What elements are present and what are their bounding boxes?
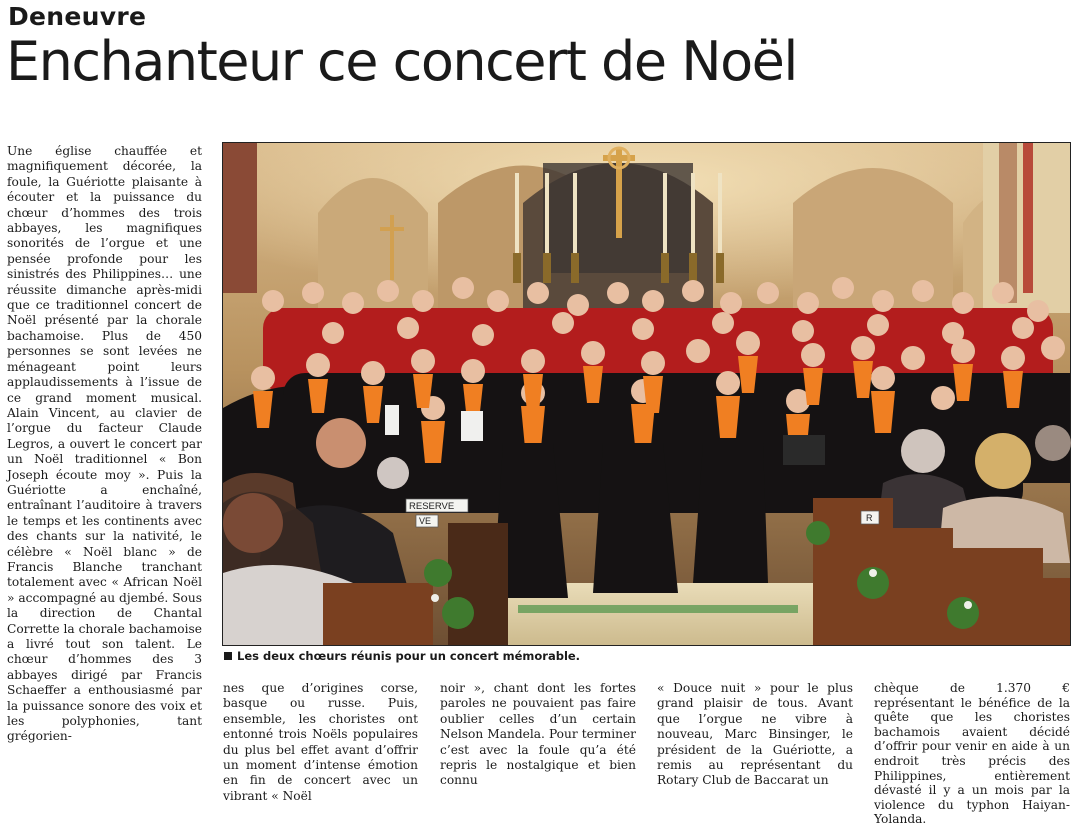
reserve-sign-2: VE (419, 516, 432, 526)
photo-caption (224, 649, 580, 663)
article-headline: Enchanteur ce concert de Noël (6, 30, 797, 93)
article-column-3: noir », chant dont les fortes paroles ne pouvaient pas faire oublier celles d’un certain Nelson Mandela. Pour terminer c’est avec la foule qu’a été repris le nostalgique et bien connu (440, 681, 636, 788)
article-column-1: Une église chauffée et magnifiquement décorée, la foule, la Guériotte plaisante à écouter et la puissance du chœur d’hommes des trois abbayes, les magnifiques sonorités de l’orgue et une pensée profonde pour les sinistrés des Philippines… une réussite dimanche après-midi que ce traditionnel concert de Noël présenté par la chorale bachamoise. Plus de 450 personnes se sont levées ne ménageant point leurs applaudissements à l’issue de ce grand moment musical. Alain Vincent, au clavier de l’orgue du facteur Claude Legros, a ouvert le concert par un Noël traditionnel « Bon Joseph écoute moy ». Puis la Guériotte a enchaîné, entraînant l’auditoire à travers le temps et les continents avec des chants sur la nativité, le célèbre « Noël blanc » de Francis Blanche tranchant totalement avec « African Noël » accompagné au djembé. Sous la direction de Chantal Corrette la chorale bachamoise a livré tout son talent. Le chœur d’hommes des 3 abbayes dirigé par Francis Schaeffer a enthousiasmé par la puissance sonore des voix et les polyphonies, tant grégorien- (7, 144, 202, 744)
caption-square-icon (224, 652, 232, 660)
article-kicker: Deneuvre (8, 2, 147, 31)
concert-photo (222, 142, 1071, 646)
reserve-sign-1: RESERVE (409, 501, 455, 512)
photo-caption-text: Les deux chœurs réunis pour un concert mémorable. (237, 649, 581, 663)
article-column-4: « Douce nuit » pour le plus grand plaisir de tous. Avant que l’orgue ne vibre à nouveau, Marc Binsinger, le président de la Guériotte, a remis au représentant du Rotary Club de Baccarat un (657, 681, 853, 788)
article-column-5: chèque de 1.370 € représentant le bénéfice de la quête que les choristes bachamois avaient décidé d’offrir pour venir en aide à un endroit très précis des Philippines, entièrement dévasté il y a un mois par la violence du typhon Haiyan-Yolanda. (874, 681, 1070, 827)
article-column-2: nes que d’origines corse, basque ou russe. Puis, ensemble, les choristes ont entonné trois Noëls populaires du plus bel effet avant d’offrir un moment d’intense émotion en fin de concert avec un vibrant « Noël (223, 681, 418, 803)
reserve-sign-3: R (866, 513, 873, 523)
